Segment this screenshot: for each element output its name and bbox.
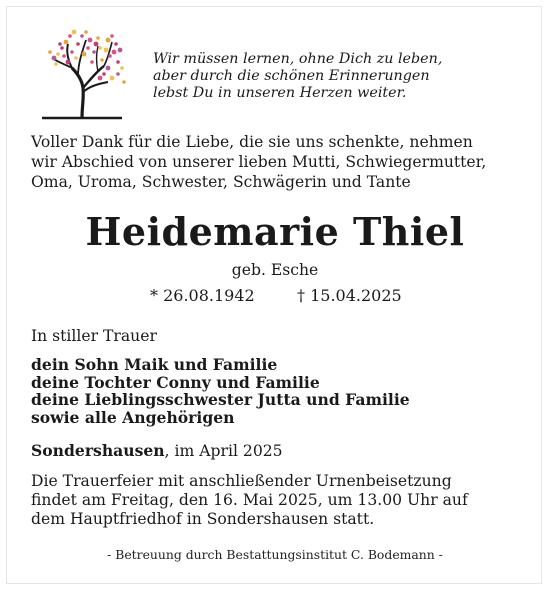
- leaf-dot: [62, 54, 66, 58]
- intro-line: Voller Dank für die Liebe, die sie uns schenkte, nehmen: [31, 133, 473, 151]
- tree-icon: [38, 22, 134, 122]
- leaf-dot: [108, 54, 112, 58]
- funeral-info: [31, 472, 521, 529]
- leaf-dot: [82, 52, 87, 57]
- leaf-dot: [112, 50, 117, 55]
- leaf-dot: [48, 50, 52, 54]
- quote-line: Wir müssen lernen, ohne Dich zu leben,: [153, 51, 443, 67]
- leaf-dot: [116, 72, 120, 76]
- intro-line: wir Abschied von unserer lieben Mutti, Schwiegermutter,: [31, 153, 487, 171]
- mourners-list: [31, 356, 410, 426]
- leaf-dot: [116, 60, 120, 64]
- leaf-dot: [94, 42, 99, 47]
- leaf-dot: [114, 42, 118, 46]
- leaf-dot: [66, 60, 71, 65]
- mourner: dein Sohn Maik und Familie: [31, 355, 278, 374]
- leaf-dot: [98, 46, 102, 50]
- quote-line: aber durch die schönen Erinnerungen: [153, 68, 430, 84]
- leaf-dot: [90, 60, 94, 64]
- mourner: deine Lieblingsschwester Jutta und Familie: [31, 390, 410, 409]
- place-month: , im April 2025: [164, 442, 283, 460]
- leaf-dot: [84, 30, 88, 34]
- leaf-dot: [58, 42, 62, 46]
- quote-line: lebst Du in unseren Herzen weiter.: [153, 85, 407, 101]
- funeral-home-credit: - Betreuung durch Bestattungsinstitut C. Bodemann -: [107, 547, 443, 562]
- place-date: [31, 442, 283, 461]
- funeral-line: dem Hauptfriedhof in Sondershausen statt.: [31, 510, 375, 528]
- quote: [153, 51, 523, 102]
- mourner: sowie alle Angehörigen: [31, 407, 235, 427]
- leaf-dot: [54, 62, 58, 66]
- intro-text: [31, 132, 521, 192]
- mourner: deine Tochter Conny und Familie: [31, 372, 320, 392]
- intro-line: Oma, Uroma, Schwester, Schwägerin und Tante: [31, 173, 411, 191]
- leaf-dot: [74, 56, 78, 60]
- leaf-dot: [110, 76, 115, 81]
- mourning-heading: In stiller Trauer: [31, 327, 157, 345]
- leaf-dot: [52, 56, 57, 61]
- leaf-dot: [72, 30, 77, 35]
- leaf-dot: [98, 76, 103, 81]
- leaf-dot: [70, 50, 74, 54]
- leaf-dot: [56, 52, 60, 56]
- leaf-dot: [106, 38, 111, 43]
- deceased-name: Heidemarie Thiel: [85, 209, 465, 254]
- leaf-dot: [60, 46, 64, 50]
- funeral-line: findet am Freitag, den 16. Mai 2025, um 13.00 Uhr auf: [31, 491, 468, 509]
- leaf-dot: [110, 34, 114, 38]
- leaf-dot: [80, 34, 84, 38]
- death-date: † 15.04.2025: [297, 286, 402, 305]
- leaf-dot: [120, 66, 124, 70]
- leaf-dot: [102, 72, 106, 76]
- leaf-dot: [96, 36, 100, 40]
- leaf-dot: [106, 66, 111, 71]
- funeral-line: Die Trauerfeier mit anschließender Urnenbeisetzung: [31, 472, 452, 490]
- leaf-dot: [118, 48, 123, 53]
- leaf-dot: [88, 38, 93, 43]
- leaf-dot: [76, 42, 80, 46]
- leaf-dot: [68, 34, 72, 38]
- leaf-dot: [86, 46, 90, 50]
- birth-name: geb. Esche: [231, 261, 319, 279]
- place-city: Sondershausen: [31, 441, 165, 460]
- leaf-dot: [64, 40, 69, 45]
- leaf-dot: [104, 48, 109, 53]
- leaf-dot: [100, 58, 104, 62]
- leaf-dot: [122, 80, 126, 84]
- birth-date: * 26.08.1942: [150, 286, 255, 305]
- leaf-dot: [92, 50, 96, 54]
